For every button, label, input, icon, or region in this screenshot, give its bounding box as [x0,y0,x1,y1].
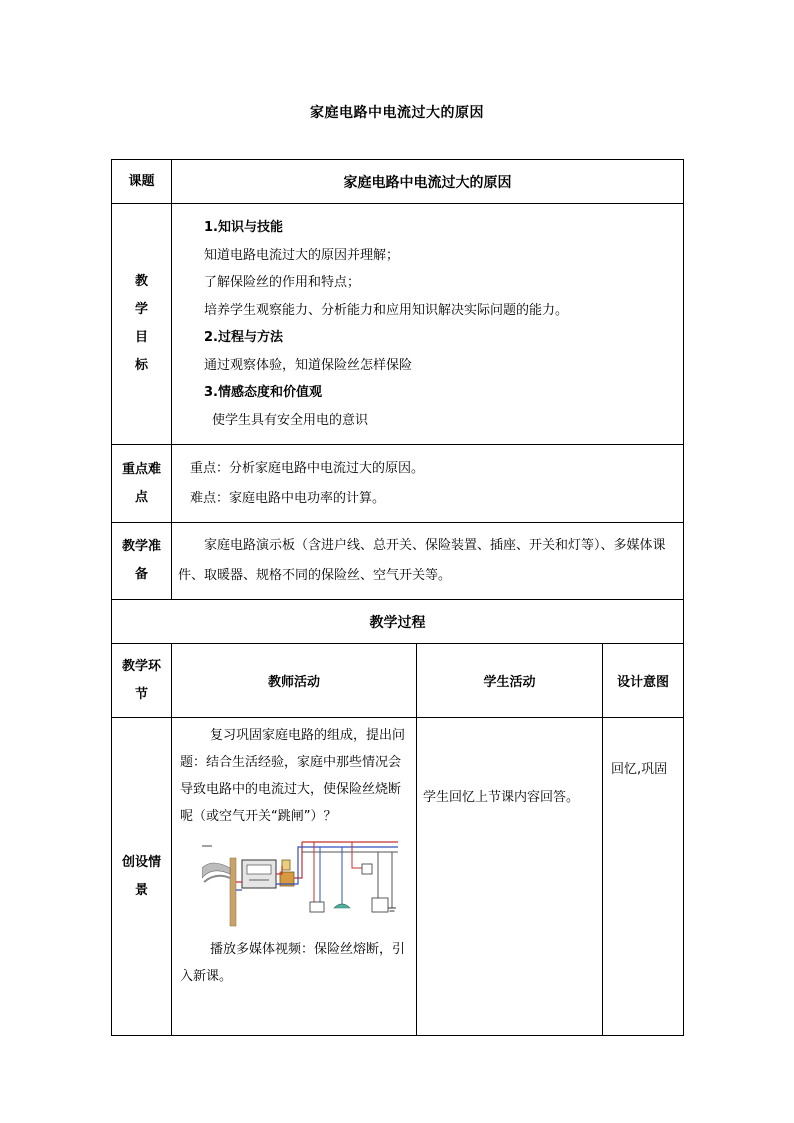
prep-label-line: 备 [134,567,148,582]
keypoints-label-line: 重点难 [121,461,161,477]
objective-line: 使学生具有安全用电的意识 [212,412,369,428]
student-header: 学生活动 [417,644,603,718]
keypoints-content [172,445,684,523]
objectives-label-char: 教 [134,274,148,289]
teacher-header: 教师活动 [172,644,417,718]
objective-line: 通过观察体验，知道保险丝怎样保险 [204,357,413,373]
keypoints-label [112,445,172,523]
scene-label-line: 创设情 [121,854,161,870]
intent-header: 设计意图 [603,644,684,718]
segment-header-line: 节 [134,686,148,702]
objective-heading-values: 3.情感态度和价值观 [204,385,322,400]
household-circuit-image [202,838,402,928]
segment-header [112,644,172,718]
topic-row [112,160,684,204]
scene-label [112,718,172,1036]
objective-line: 培养学生观察能力、分析能力和应用知识解决实际问题的能力。 [204,302,569,318]
objectives-label-char: 目 [134,330,148,345]
keypoints-row [112,445,684,523]
topic-label: 课题 [112,160,172,204]
objectives-label [112,204,172,445]
process-title-row [112,600,684,644]
objectives-label-char: 标 [134,358,148,373]
objective-heading-knowledge: 1.知识与技能 [204,220,283,235]
scene-teacher-activity [172,718,417,1036]
lesson-plan-table [111,159,684,1036]
page-title: 家庭电路中电流过大的原因 [310,105,484,121]
scene-teacher-paragraph: 复习巩固家庭电路的组成，提出问题：结合生活经验，家庭中那些情况会导致电路中的电流过大，使保险丝烧断呢（或空气开关“跳闸”）？ [180,728,406,824]
objectives-content [172,204,684,445]
scene-teacher-paragraph: 播放多媒体视频：保险丝熔断，引入新课。 [180,942,406,984]
objective-line: 知道电路电流过大的原因并理解； [204,247,400,263]
objectives-row [112,204,684,445]
scene-student-activity: 学生回忆上节课内容回答。 [417,718,603,1036]
prep-row [112,523,684,600]
objectives-label-char: 学 [134,302,148,317]
scene-label-line: 景 [134,882,148,898]
scene-design-intent: 回忆,巩固 [603,718,684,1036]
topic-value: 家庭电路中电流过大的原因 [172,160,684,204]
prep-label [112,523,172,600]
segment-header-line: 教学环 [121,658,161,674]
prep-content: 家庭电路演示板（含进户线、总开关、保险装置、插座、开关和灯等）、多媒体课件、取暖器、规格不同的保险丝、空气开关等。 [172,523,684,600]
column-header-row [112,644,684,718]
prep-label-line: 教学准 [121,539,161,554]
keypoints-label-line: 点 [134,489,148,505]
process-title: 教学过程 [112,600,684,644]
scene-row [112,718,684,1036]
objective-heading-process: 2.过程与方法 [204,330,283,345]
key-point: 重点：分析家庭电路中电流过大的原因。 [190,460,425,476]
objective-line: 了解保险丝的作用和特点； [204,275,361,290]
difficult-point: 难点：家庭电路中电功率的计算。 [190,490,386,506]
